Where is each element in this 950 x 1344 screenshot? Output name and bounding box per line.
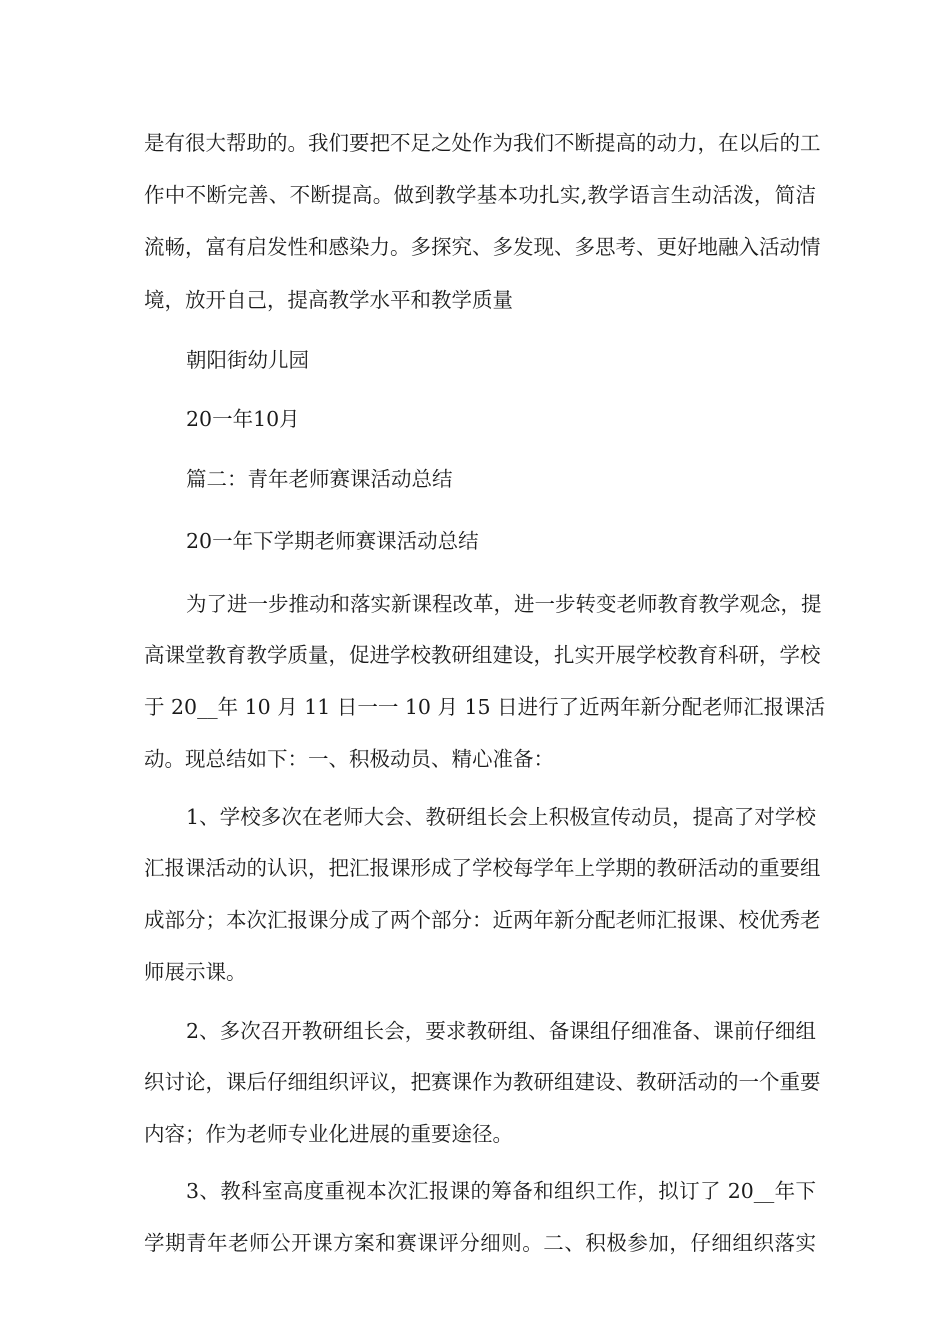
text-line: 动。现总结如下：一、积极动员、精心准备： [144,747,554,771]
section-heading: 篇二：青年老师赛课活动总结 [186,467,453,491]
text-line: 3、教科室高度重视本次汇报课的筹备和组织工作，拟订了 20__年下 [186,1179,816,1203]
text-line: 为了进一步推动和落实新课程改革，进一步转变老师教育教学观念，提 [186,592,822,616]
text-line: 汇报课活动的认识，把汇报课形成了学校每学年上学期的教研活动的重要组 [144,856,821,880]
text-line: 师展示课。 [144,960,247,984]
text-line: 2、多次召开教研组长会，要求教研组、备课组仔细准备、课前仔细组 [186,1019,816,1043]
date-line: 20一年10月 [186,407,300,431]
text-line: 是有很大帮助的。我们要把不足之处作为我们不断提高的动力，在以后的工 [144,131,821,155]
text-line: 于 20__年 10 月 11 日一一 10 月 15 日进行了近两年新分配老师汇报课活 [144,695,826,719]
text-line: 高课堂教育教学质量，促进学校教研组建设，扎实开展学校教育科研，学校 [144,643,821,667]
text-line: 流畅，富有启发性和感染力。多探究、多发现、多思考、更好地融入活动情 [144,235,821,259]
text-line: 织讨论，课后仔细组织评议，把赛课作为教研组建设、教研活动的一个重要 [144,1070,821,1094]
article-title: 20一年下学期老师赛课活动总结 [186,529,479,553]
organization-name: 朝阳街幼儿园 [186,348,309,372]
text-line: 成部分；本次汇报课分成了两个部分：近两年新分配老师汇报课、校优秀老 [144,908,821,932]
text-line: 作中不断完善、不断提高。做到教学基本功扎实,教学语言生动活泼，简洁 [144,183,816,207]
text-line: 学期青年老师公开课方案和赛课评分细则。二、积极参加，仔细组织落实 [144,1231,816,1255]
text-line: 1、学校多次在老师大会、教研组长会上积极宣传动员，提高了对学校 [186,805,816,829]
text-line: 内容；作为老师专业化进展的重要途径。 [144,1122,513,1146]
text-line: 境，放开自己，提高教学水平和教学质量 [144,288,513,312]
